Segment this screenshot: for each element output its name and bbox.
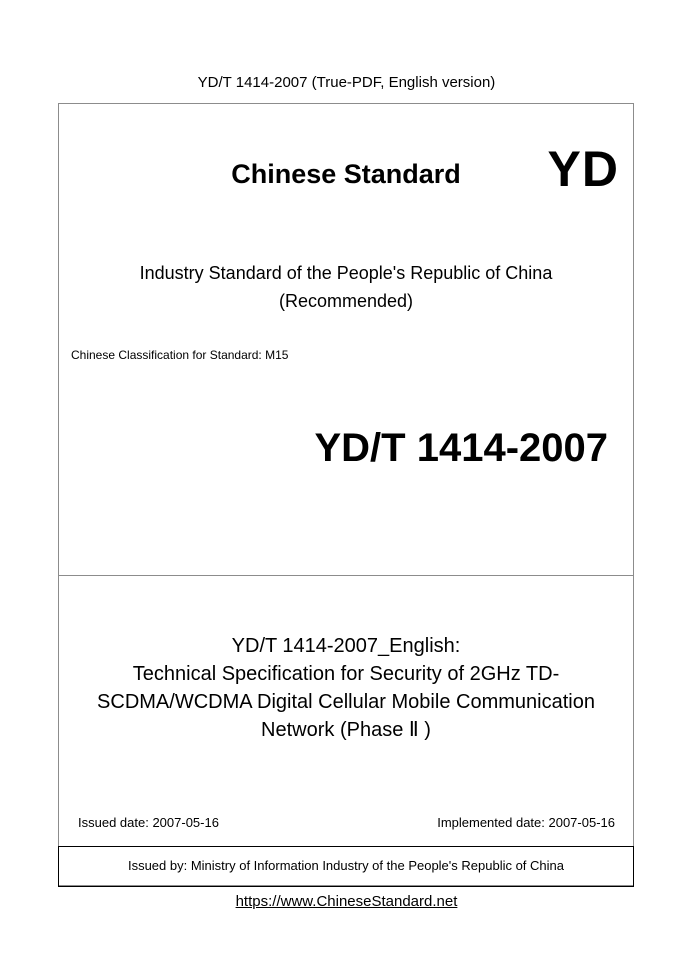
- document-title-line: Technical Specification for Security of 2GHz TD-: [132, 663, 560, 685]
- standard-code-short: YD: [547, 141, 619, 197]
- publisher-box: [58, 846, 634, 887]
- standard-title: Chinese Standard: [231, 159, 461, 189]
- cover-frame: [58, 103, 634, 886]
- implemented-date: Implemented date: 2007-05-16: [437, 815, 615, 830]
- website-link[interactable]: https://www.ChineseStandard.net: [235, 893, 458, 910]
- cover-upper-section: [59, 104, 633, 576]
- document-title-line: Network (Phase Ⅱ ): [261, 719, 431, 741]
- industry-statement: [59, 259, 633, 315]
- industry-line-1: Industry Standard of the People's Republic of China: [139, 263, 553, 283]
- document-title-line: SCDMA/WCDMA Digital Cellular Mobile Communication: [97, 691, 595, 713]
- standard-number: YD/T 1414-2007: [314, 426, 608, 470]
- industry-line-2: (Recommended): [278, 291, 414, 311]
- document-title: [59, 632, 633, 744]
- publisher-label: Issued by: Ministry of Information Industry of the People's Republic of China: [127, 858, 565, 873]
- classification-label: Chinese Classification for Standard: M15: [71, 348, 289, 362]
- document-title-line: YD/T 1414-2007_English:: [231, 635, 461, 657]
- page-header: YD/T 1414-2007 (True-PDF, English version): [197, 74, 496, 91]
- footer: [0, 893, 693, 910]
- issued-date: Issued date: 2007-05-16: [78, 815, 219, 830]
